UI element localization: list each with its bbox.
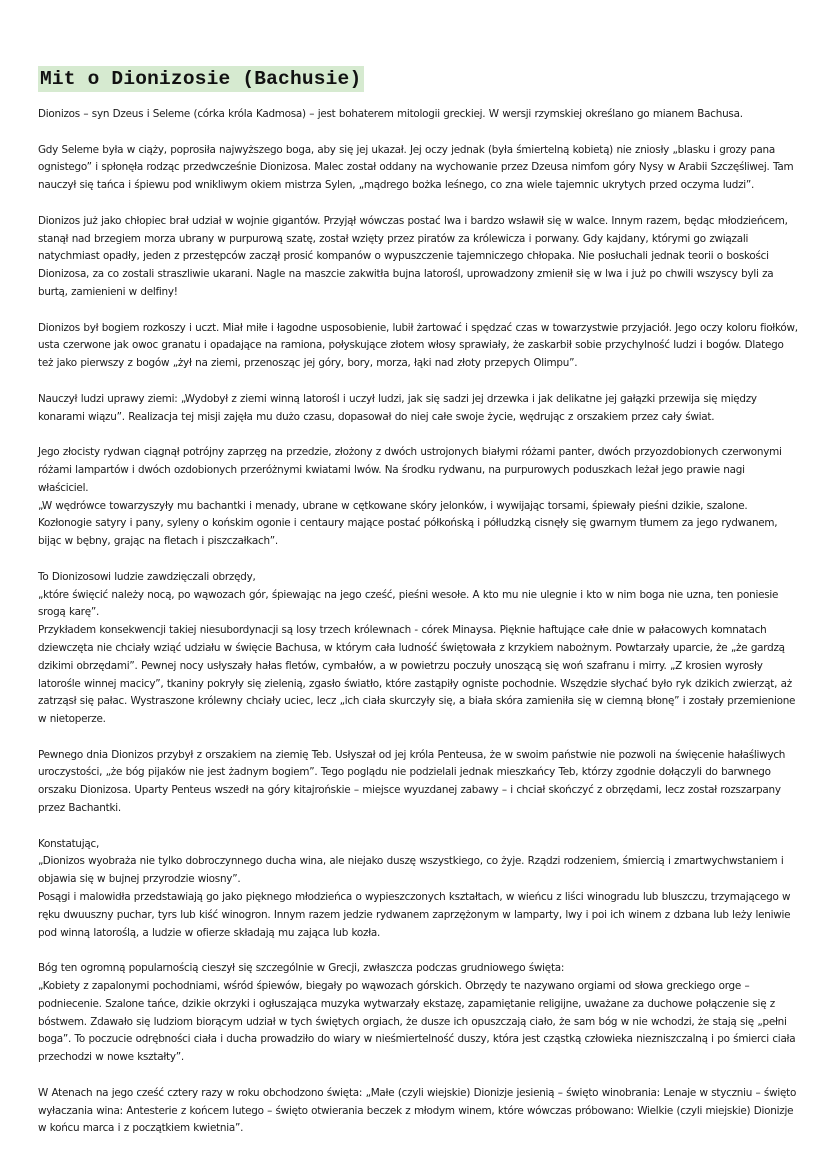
paragraph-line: Jego złocisty rydwan ciągnął potrójny zaprzęg na przedzie, złożony z dwóch ustrojonych białymi różami panter, dwóch przyozdobionych czerwonymi różami lampartów i dwóch ozdobionych przeróżnymi kwiatami lwów. Na środku rydwanu, na purpurowych poduszkach leżał jego prawie nagi właściciel. <box>38 446 782 494</box>
paragraph-line: Konstatując, <box>38 837 100 850</box>
paragraph-line: W Atenach na jego cześć cztery razy w roku obchodzono święta: „Małe (czyli wiejskie) Dionizje jesienią – święto winobrania: Lenaje w styczniu – święto wyłaczania wina: Antesterie z końcem lutego – święto otwierania beczek z młodym winem, które wówczas próbowano: Wielkie (czyli miejskie) Dionizje w końcu marca i z początkiem kwietnia”. <box>38 1086 797 1135</box>
paragraph-line: Przykładem konsekwencji takiej niesubordynacji są losy trzech królewnach - córek Minaysa. Pięknie haftujące całe dnie w pałacowych komnatach dziewczęta nie chciały wziąć udziału w święcie Bachusa, w którym cała ludność świętowała z krzykiem nabożnym. Powtarzały uparcie, że „że gardzą dzikimi obrzędami”. Pewnej nocy usłyszały hałas fletów, cymbałów, a w powietrzu poczuły unoszącą się woń szafranu i mirry. „Z krosien wyrosły latorośle winnej macicy”, tkaniny pokryły się zielenią, zgasło światło, które zastąpiły ogniste pochodnie. Wszędzie słychać było ryk dzikich zwierząt, aż zatrząsł się pałac. Wystraszone królewny chciały uciec, lecz „ich ciała skurczyły się, a biała skóra zamieniła się w ciemną błonę” i zostały przemienione w nietoperze. <box>38 624 796 726</box>
document-body <box>38 106 798 1138</box>
paragraph-line: Dionizos był bogiem rozkoszy i uczt. Miał miłe i łagodne usposobienie, lubił żartować i spędzać czas w towarzystwie przyjaciół. Jego oczy koloru fiołków, usta czerwone jak owoc granatu i opadające na ramiona, połyskujące złotem włosy sprawiały, że zaskarbił sobie przychylność ludzi i bogów. Dlatego też jako pierwszy z bogów „żył na ziemi, przenosząc jej góry, bory, morza, łąki nad złoty przepych Olimpu”. <box>38 321 798 370</box>
paragraph-athens <box>38 1085 798 1138</box>
paragraph-line: „Kobiety z zapalonymi pochodniami, wśród śpiewów, biegały po wąwozach górskich. Obrzędy te nazywano orgiami od słowa greckiego orge – podniecenie. Szalone tańce, dzikie okrzyki i ogłuszająca muzyka wytwarzały ekstazę, zapamiętanie religijne, uważane za duchowe połączenie się z bóstwem. Zdawało się ludziom biorącym udział w tych świętych orgiach, że dusze ich opuszczają ciało, że sam bóg w nie wchodzi, że stają się „pełni boga”. To poczucie odrębności ciała i ducha prowadziło do wiary w nieśmiertelność duszy, która jest cząstką człowieka niezniszczalną i po śmierci ciała przechodzi w nowe kształty”. <box>38 980 796 1064</box>
paragraph-line: Bóg ten ogromną popularnością cieszył się szczególnie w Grecji, zwłaszcza podczas grudniowego święta: <box>38 962 565 975</box>
paragraph-line: Pewnego dnia Dionizos przybył z orszakiem na ziemię Teb. Usłyszał od jej króla Penteusa, że w swoim państwie nie pozwoli na święcenie hałaśliwych uroczystości, „że bóg pijaków nie jest żadnym bogiem”. Tego poglądu nie podzielali jednak mieszkańcy Teb, którzy zgodnie dołączyli do barwnego orszaku Dionizosa. Uparty Penteus wszedł na góry kitajrońskie – miejsce wyuzdanej zabawy – i chciał skończyć z obrzędami, lecz został rozszarpany przez Bachantki. <box>38 748 786 815</box>
document-page <box>38 66 798 1156</box>
paragraph-chariot <box>38 444 798 551</box>
paragraph-line: Gdy Seleme była w ciąży, poprosiła najwyższego boga, aby się jej ukazał. Jej oczy jednak (była śmiertelną kobietą) nie zniosły „blasku i grozy pana ognistego” i spłonęła rodząc przedwcześnie Dionizosa. Malec został oddany na wychowanie przez Dzeusa nimfom góry Nysy w Arabii Szczęśliwej. Tam nauczył się tańca i śpiewu pod wnikliwym okiem mistrza Sylen, „mądrego bożka leśnego, co zna wiele tajemnic ukrytych przed oczyma ludzi”. <box>38 143 794 192</box>
paragraph-line: „Dionizos wyobraża nie tylko dobroczynnego ducha wina, ale niejako duszę wszystkiego, co żyje. Rządzi rodzeniem, śmiercią i zmartwychwstaniem i objawia się w bujnej przyrodzie wiosny”. <box>38 855 784 886</box>
paragraph-line: To Dionizosowi ludzie zawdzięczali obrzędy, <box>38 570 256 583</box>
paragraph-line: „które święcić należy nocą, po wąwozach gór, śpiewając na jego cześć, pieśni wesołe. A kto mu nie ulegnie i kto w nim boga nie uzna, ten poniesie srogą karę”. <box>38 588 779 619</box>
paragraph-intro <box>38 106 798 124</box>
paragraph-character <box>38 320 798 373</box>
paragraph-line: Posągi i malowidła przedstawiają go jako pięknego młodzieńca o wypieszczonych kształtach, w wieńcu z liści winogradu lub bluszczu, trzymającego w ręku dwuuszny puchar, tyrs lub kiść winogron. Innym razem jedzie rydwanem zaprzężonym w lamparty, lwy i poi ich winem z dzbana lub leży leniwie pod winną latoroślą, a ludzie w ofierze składają mu zająca lub kozła. <box>38 891 791 939</box>
paragraph-line: Dionizos – syn Dzeus i Seleme (córka króla Kadmosa) – jest bohaterem mitologii greckiej. W wersji rzymskiej określano go mianem Bachusa. <box>38 108 743 120</box>
paragraph-rituals <box>38 569 798 729</box>
paragraph-birth <box>38 142 798 195</box>
paragraph-greece <box>38 960 798 1067</box>
document-title: Mit o Dionizosie (Bachusie) <box>38 66 364 92</box>
paragraph-line: Dionizos już jako chłopiec brał udział w wojnie gigantów. Przyjął wówczas postać lwa i bardzo wsławił się w walce. Innym razem, będąc młodzieńcem, stanął nad brzegiem morza ubrany w purpurową szatę, został wzięty przez piratów za królewicza i porwany. Gdy kajdany, którymi go związali natychmiast opadły, jeden z przestępców zaczął prosić kompanów o wypuszczenie tajemniczego chłopaka. Nie posłuchali jednak teorii o boskości Dionizosa, za co zostali straszliwie ukarani. Nagle na maszcie zakwitła bujna latorośl, uprowadzony zmienił się w lwa i już po chwili wszyscy byli za burtą, zamienieni w delfiny! <box>38 214 788 298</box>
paragraph-thebes <box>38 747 798 818</box>
paragraph-summary <box>38 836 798 943</box>
paragraph-line: „W wędrówce towarzyszyły mu bachantki i menady, ubrane w cętkowane skóry jelonków, i wywijając torsami, śpiewały pieśni dzikie, szalone. Kozłonogie satyry i pany, syleny o końskim ogonie i centaury mające postać półkońską i półludzką cisnęły się gwarnym tłumem za jego rydwanem, bijąc w bębny, grając na fletach i piszczałkach”. <box>38 499 778 548</box>
paragraph-agriculture <box>38 391 798 427</box>
paragraph-youth <box>38 213 798 302</box>
paragraph-line: Nauczył ludzi uprawy ziemi: „Wydobył z ziemi winną latorośl i uczył ludzi, jak się sadzi jej drzewka i jak delikatne jej gałązki przewija się między konarami wiązu”. Realizacja tej misji zajęła mu dużo czasu, dopasował do niej całe swoje życie, wędrując z orszakiem przez cały świat. <box>38 392 757 423</box>
